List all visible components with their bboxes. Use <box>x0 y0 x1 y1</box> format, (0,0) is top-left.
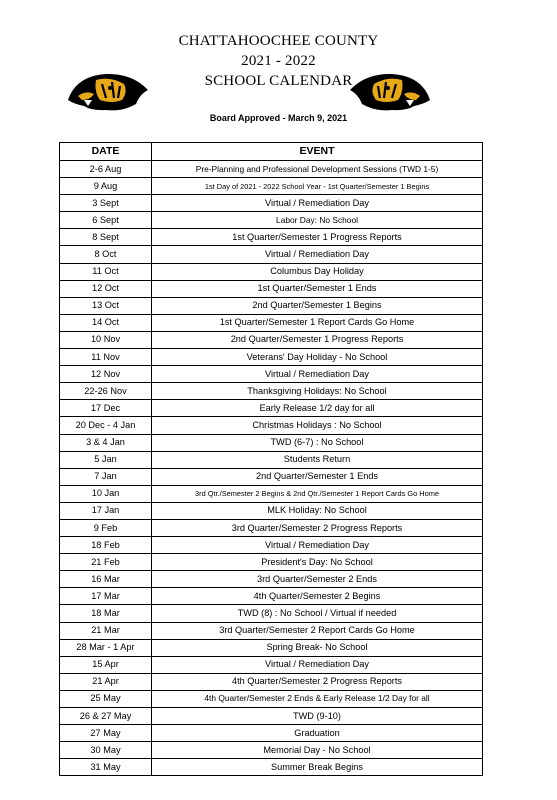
table-row <box>60 195 483 212</box>
table-row <box>60 331 483 348</box>
table-row <box>60 263 483 280</box>
table-row <box>60 297 483 314</box>
row-date: 6 Sept <box>60 212 152 229</box>
row-date: 21 Feb <box>60 554 152 571</box>
row-event: Veterans' Day Holiday - No School <box>152 349 483 366</box>
row-date: 2-6 Aug <box>60 161 152 178</box>
row-event: Students Return <box>152 451 483 468</box>
row-date: 9 Aug <box>60 178 152 195</box>
row-event: Labor Day: No School <box>152 212 483 229</box>
row-event: 1st Quarter/Semester 1 Report Cards Go Home <box>152 314 483 331</box>
table-row <box>60 161 483 178</box>
row-event: Virtual / Remediation Day <box>152 656 483 673</box>
table-row <box>60 656 483 673</box>
table-row <box>60 690 483 707</box>
row-date: 17 Mar <box>60 588 152 605</box>
row-date: 18 Feb <box>60 537 152 554</box>
table-row <box>60 451 483 468</box>
table-row <box>60 588 483 605</box>
tiger-logo-right-icon <box>348 70 432 114</box>
row-event: 3rd Quarter/Semester 2 Report Cards Go Home <box>152 622 483 639</box>
row-date: 18 Mar <box>60 605 152 622</box>
table-row <box>60 519 483 536</box>
table-row <box>60 605 483 622</box>
row-date: 3 & 4 Jan <box>60 434 152 451</box>
row-date: 21 Apr <box>60 673 152 690</box>
row-event: 3rd Qtr./Semester 2 Begins & 2nd Qtr./Semester 1 Report Cards Go Home <box>152 485 483 502</box>
row-date: 12 Oct <box>60 280 152 297</box>
row-event: TWD (6-7) : No School <box>152 434 483 451</box>
row-event: 4th Quarter/Semester 2 Progress Reports <box>152 673 483 690</box>
row-date: 9 Feb <box>60 519 152 536</box>
table-row <box>60 742 483 759</box>
row-date: 31 May <box>60 759 152 776</box>
table-row <box>60 468 483 485</box>
table-header-row <box>60 143 483 161</box>
tiger-logo-left-icon <box>66 70 150 114</box>
row-date: 17 Jan <box>60 502 152 519</box>
row-event: 1st Quarter/Semester 1 Ends <box>152 280 483 297</box>
table-row <box>60 537 483 554</box>
table-row <box>60 485 483 502</box>
row-event: Columbus Day Holiday <box>152 263 483 280</box>
row-date: 26 & 27 May <box>60 708 152 725</box>
row-date: 8 Oct <box>60 246 152 263</box>
table-row <box>60 280 483 297</box>
row-event: President's Day: No School <box>152 554 483 571</box>
table-row <box>60 366 483 383</box>
row-event: Memorial Day - No School <box>152 742 483 759</box>
row-event: TWD (8) : No School / Virtual if needed <box>152 605 483 622</box>
row-event: Graduation <box>152 725 483 742</box>
row-date: 5 Jan <box>60 451 152 468</box>
row-event: MLK Holiday: No School <box>152 502 483 519</box>
row-event: 2nd Quarter/Semester 1 Progress Reports <box>152 331 483 348</box>
row-event: Christmas Holidays : No School <box>152 417 483 434</box>
table-row <box>60 639 483 656</box>
row-event: Pre-Planning and Professional Development Sessions (TWD 1-5) <box>152 161 483 178</box>
row-date: 17 Dec <box>60 400 152 417</box>
column-header-event: EVENT <box>152 143 483 161</box>
table-row <box>60 417 483 434</box>
row-date: 8 Sept <box>60 229 152 246</box>
row-date: 20 Dec - 4 Jan <box>60 417 152 434</box>
column-header-date: DATE <box>60 143 152 161</box>
row-date: 10 Nov <box>60 331 152 348</box>
row-event: Spring Break- No School <box>152 639 483 656</box>
row-event: 3rd Quarter/Semester 2 Ends <box>152 571 483 588</box>
row-event: Early Release 1/2 day for all <box>152 400 483 417</box>
table-row <box>60 673 483 690</box>
table-row <box>60 229 483 246</box>
table-row <box>60 571 483 588</box>
row-date: 10 Jan <box>60 485 152 502</box>
row-event: TWD (9-10) <box>152 708 483 725</box>
row-date: 11 Oct <box>60 263 152 280</box>
row-event: Virtual / Remediation Day <box>152 537 483 554</box>
row-date: 14 Oct <box>60 314 152 331</box>
title-year: 2021 - 2022 <box>241 53 316 69</box>
row-event: Summer Break Begins <box>152 759 483 776</box>
row-event: 4th Quarter/Semester 2 Begins <box>152 588 483 605</box>
row-date: 12 Nov <box>60 366 152 383</box>
title-calendar: SCHOOL CALENDAR <box>204 73 353 89</box>
row-event: Thanksgiving Holidays: No School <box>152 383 483 400</box>
row-date: 21 Mar <box>60 622 152 639</box>
row-event: 4th Quarter/Semester 2 Ends & Early Release 1/2 Day for all <box>152 690 483 707</box>
row-date: 22-26 Nov <box>60 383 152 400</box>
row-date: 28 Mar - 1 Apr <box>60 639 152 656</box>
row-date: 16 Mar <box>60 571 152 588</box>
row-event: Virtual / Remediation Day <box>152 366 483 383</box>
table-row <box>60 246 483 263</box>
table-row <box>60 212 483 229</box>
row-event: Virtual / Remediation Day <box>152 195 483 212</box>
row-date: 15 Apr <box>60 656 152 673</box>
table-row <box>60 759 483 776</box>
table-row <box>60 178 483 195</box>
row-date: 11 Nov <box>60 349 152 366</box>
board-approved-note: Board Approved - March 9, 2021 <box>209 113 348 123</box>
row-date: 25 May <box>60 690 152 707</box>
row-event: 1st Quarter/Semester 1 Progress Reports <box>152 229 483 246</box>
row-event: 1st Day of 2021 - 2022 School Year - 1st Quarter/Semester 1 Begins <box>152 178 483 195</box>
row-date: 7 Jan <box>60 468 152 485</box>
table-row <box>60 314 483 331</box>
table-row <box>60 434 483 451</box>
calendar-table <box>59 142 483 776</box>
table-row <box>60 502 483 519</box>
table-row <box>60 554 483 571</box>
title-county: CHATTAHOOCHEE COUNTY <box>178 33 379 49</box>
table-row <box>60 708 483 725</box>
table-row <box>60 400 483 417</box>
table-row <box>60 622 483 639</box>
row-date: 30 May <box>60 742 152 759</box>
row-event: 2nd Quarter/Semester 1 Begins <box>152 297 483 314</box>
row-event: 2nd Quarter/Semester 1 Ends <box>152 468 483 485</box>
row-date: 27 May <box>60 725 152 742</box>
row-date: 13 Oct <box>60 297 152 314</box>
row-event: Virtual / Remediation Day <box>152 246 483 263</box>
row-event: 3rd Quarter/Semester 2 Progress Reports <box>152 519 483 536</box>
table-row <box>60 349 483 366</box>
table-row <box>60 725 483 742</box>
table-row <box>60 383 483 400</box>
row-date: 3 Sept <box>60 195 152 212</box>
